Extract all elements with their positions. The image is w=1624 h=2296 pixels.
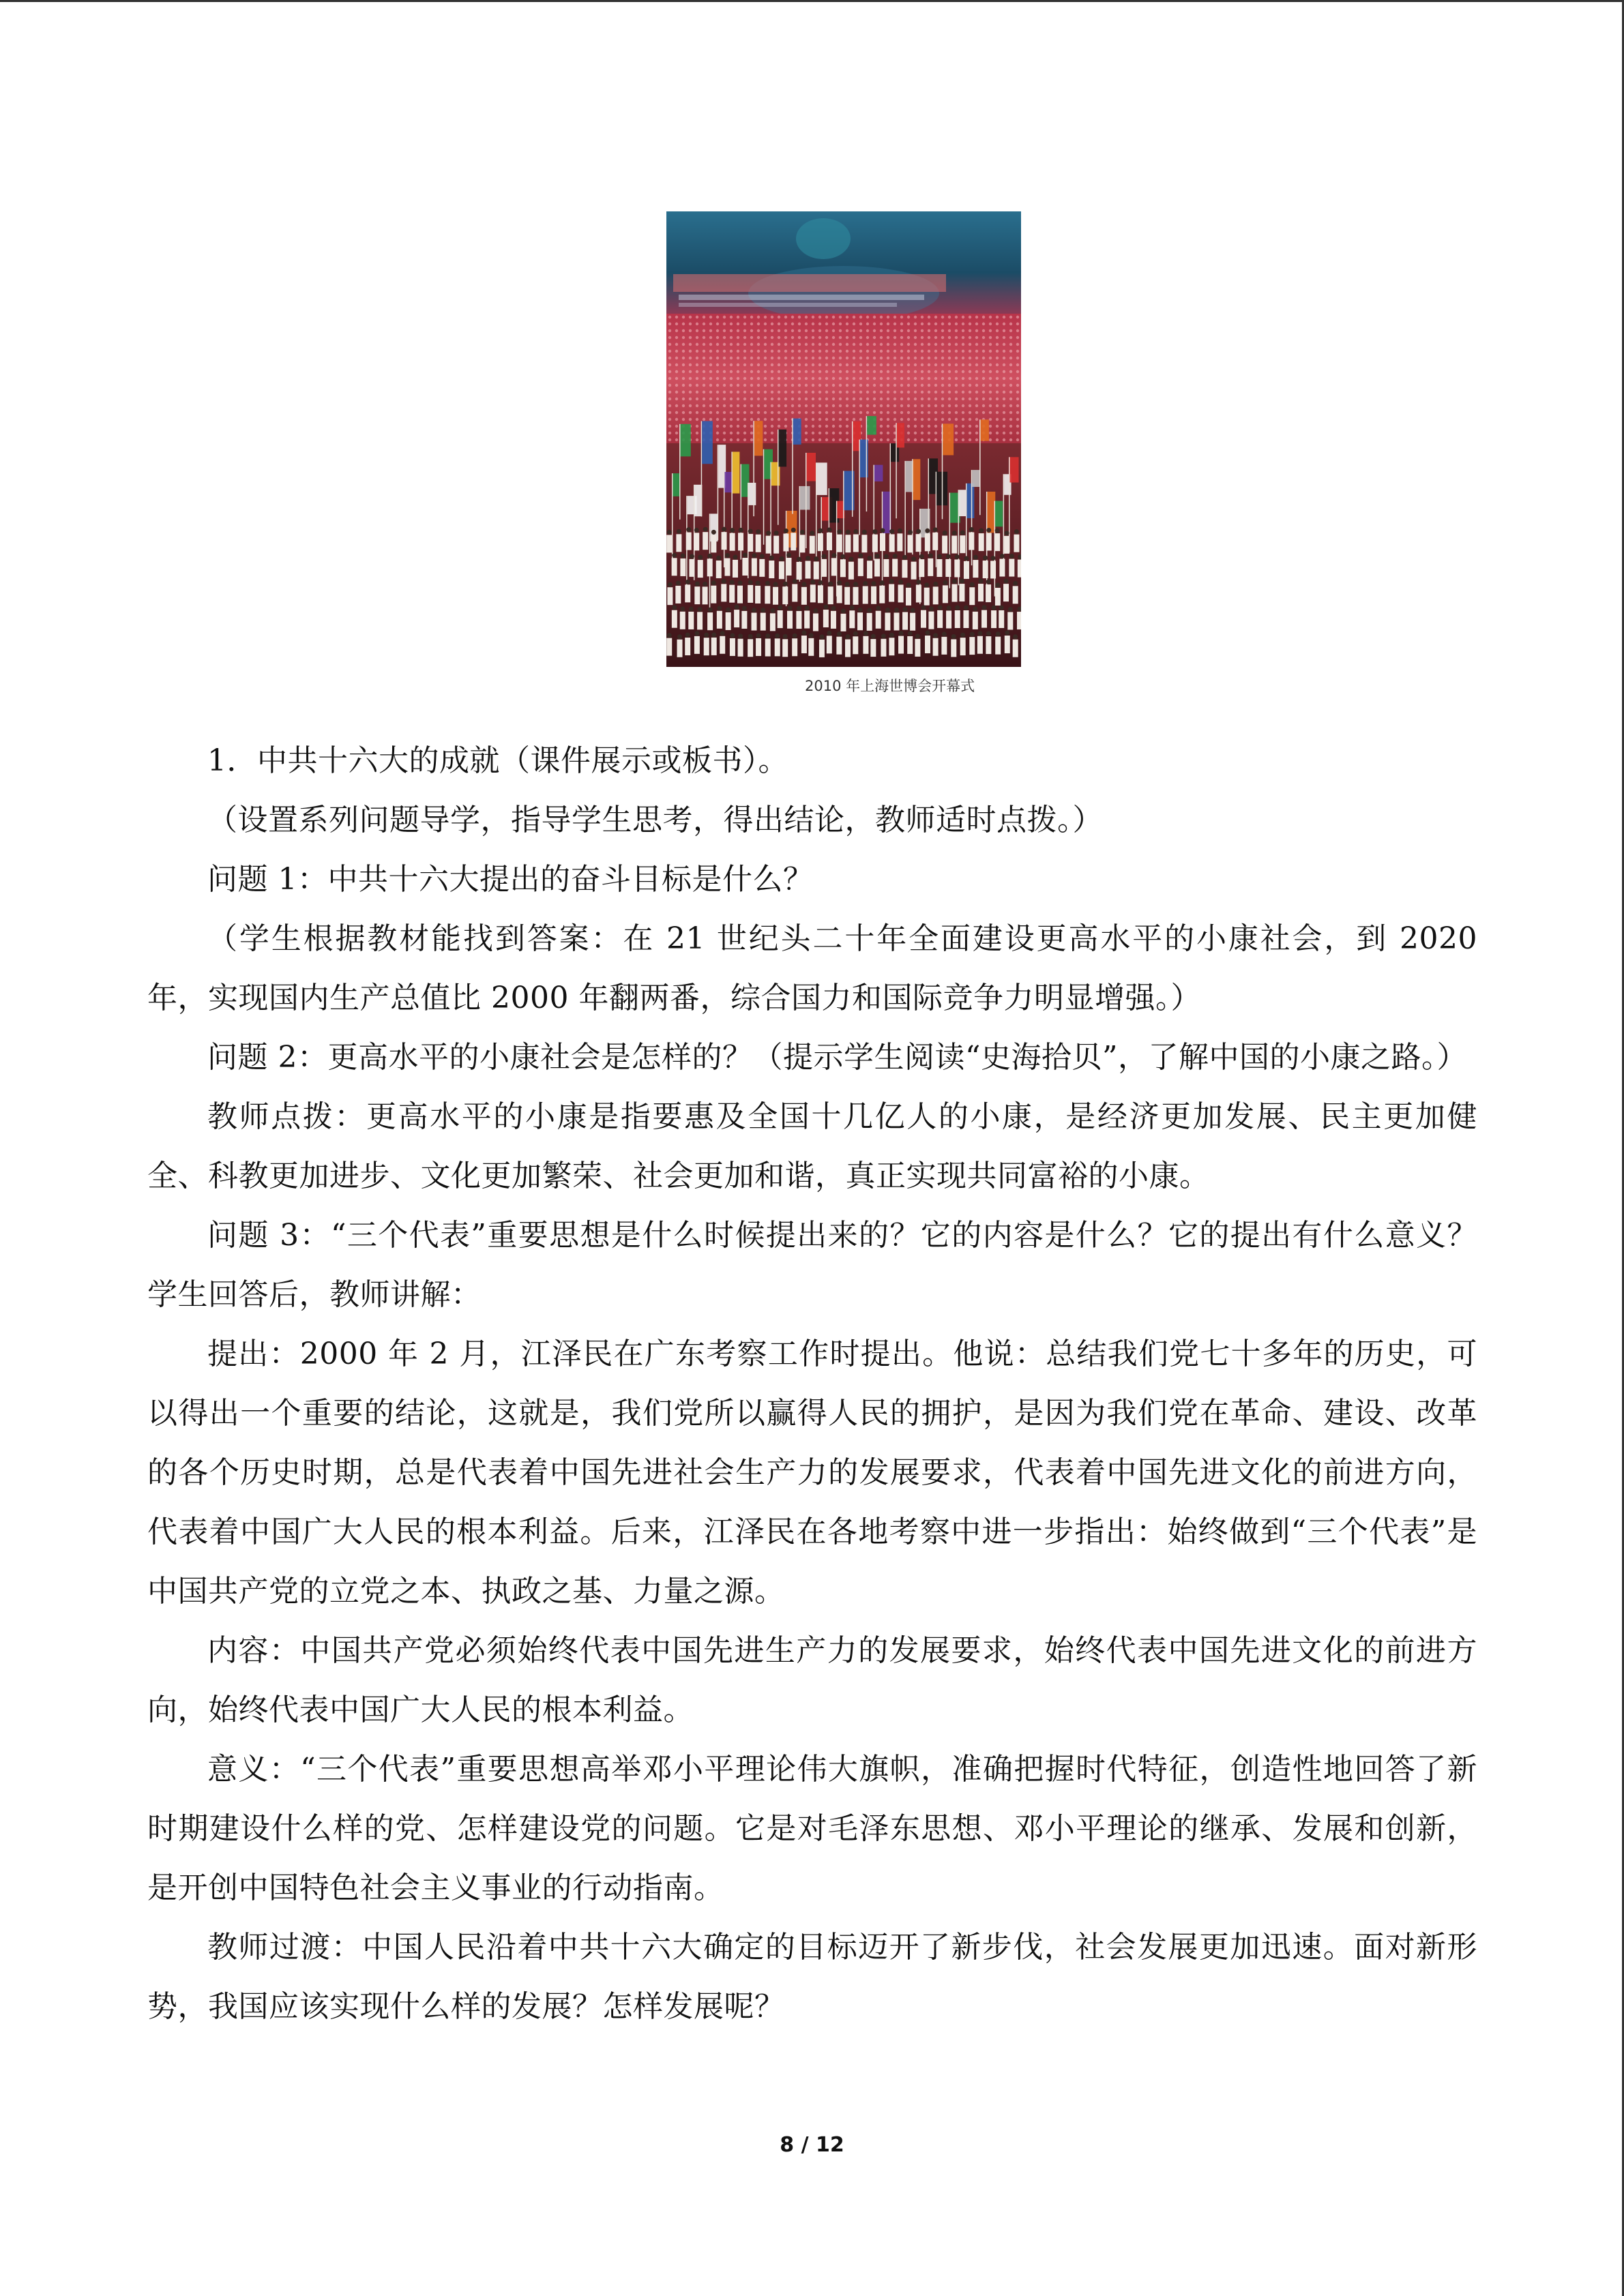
lesson-text (147, 731, 1477, 2036)
paragraph-8: 提出：2000 年 2 月，江泽民在广东考察工作时提出。他说：总结我们党七十多年的历史，可以得出一个重要的结论，这就是，我们党所以赢得人民的拥护，是因为我们党在革命、建设、改革的各个历史时期，总是代表着中国先进社会生产力的发展要求，代表着中国先进文化的前进方向，代表着中国广大人民的根本利益。后来，江泽民在各地考察中进一步指出：始终做到“三个代表”是中国共产党的立党之本、执政之基、力量之源。 (147, 1337, 1477, 1609)
expo-opening-photo (666, 211, 1021, 667)
paragraph-5: 问题 2：更高水平的小康社会是怎样的？（提示学生阅读“史海拾贝”，了解中国的小康之路。） (207, 1040, 1467, 1075)
paragraph-2: （设置系列问题导学，指导学生思考，得出结论，教师适时点拨。） (207, 803, 1103, 837)
paragraph-1: 1．中共十六大的成就（课件展示或板书）。 (207, 743, 788, 778)
paragraph-9: 内容：中国共产党必须始终代表中国先进生产力的发展要求，始终代表中国先进文化的前进方向，始终代表中国广大人民的根本利益。 (147, 1633, 1477, 1727)
paragraph-6: 教师点拨：更高水平的小康是指要惠及全国十几亿人的小康，是经济更加发展、民主更加健全、科教更加进步、文化更加繁荣、社会更加和谐，真正实现共同富裕的小康。 (147, 1099, 1477, 1193)
paragraph-7: 问题 3：“三个代表”重要思想是什么时候提出来的？它的内容是什么？它的提出有什么意义？学生回答后，教师讲解： (147, 1218, 1477, 1312)
paragraph-3: 问题 1：中共十六大提出的奋斗目标是什么？ (207, 862, 814, 897)
paragraph-10: 意义：“三个代表”重要思想高举邓小平理论伟大旗帜，准确把握时代特征，创造性地回答了新时期建设什么样的党、怎样建设党的问题。它是对毛泽东思想、邓小平理论的继承、发展和创新，是开创中国特色社会主义事业的行动指南。 (147, 1752, 1477, 1905)
page-border-top (0, 0, 1624, 2)
paragraph-11: 教师过渡：中国人民沿着中共十六大确定的目标迈开了新步伐，社会发展更加迅速。面对新形势，我国应该实现什么样的发展？怎样发展呢？ (147, 1930, 1477, 2024)
photo-caption: 2010 年上海世博会开幕式 (805, 678, 975, 694)
page-number: 8 / 12 (780, 2133, 844, 2157)
paragraph-4: （学生根据教材能找到答案：在 21 世纪头二十年全面建设更高水平的小康社会，到 2020 年，实现国内生产总值比 2000 年翻两番，综合国力和国际竞争力明显增强。） (147, 921, 1477, 1015)
